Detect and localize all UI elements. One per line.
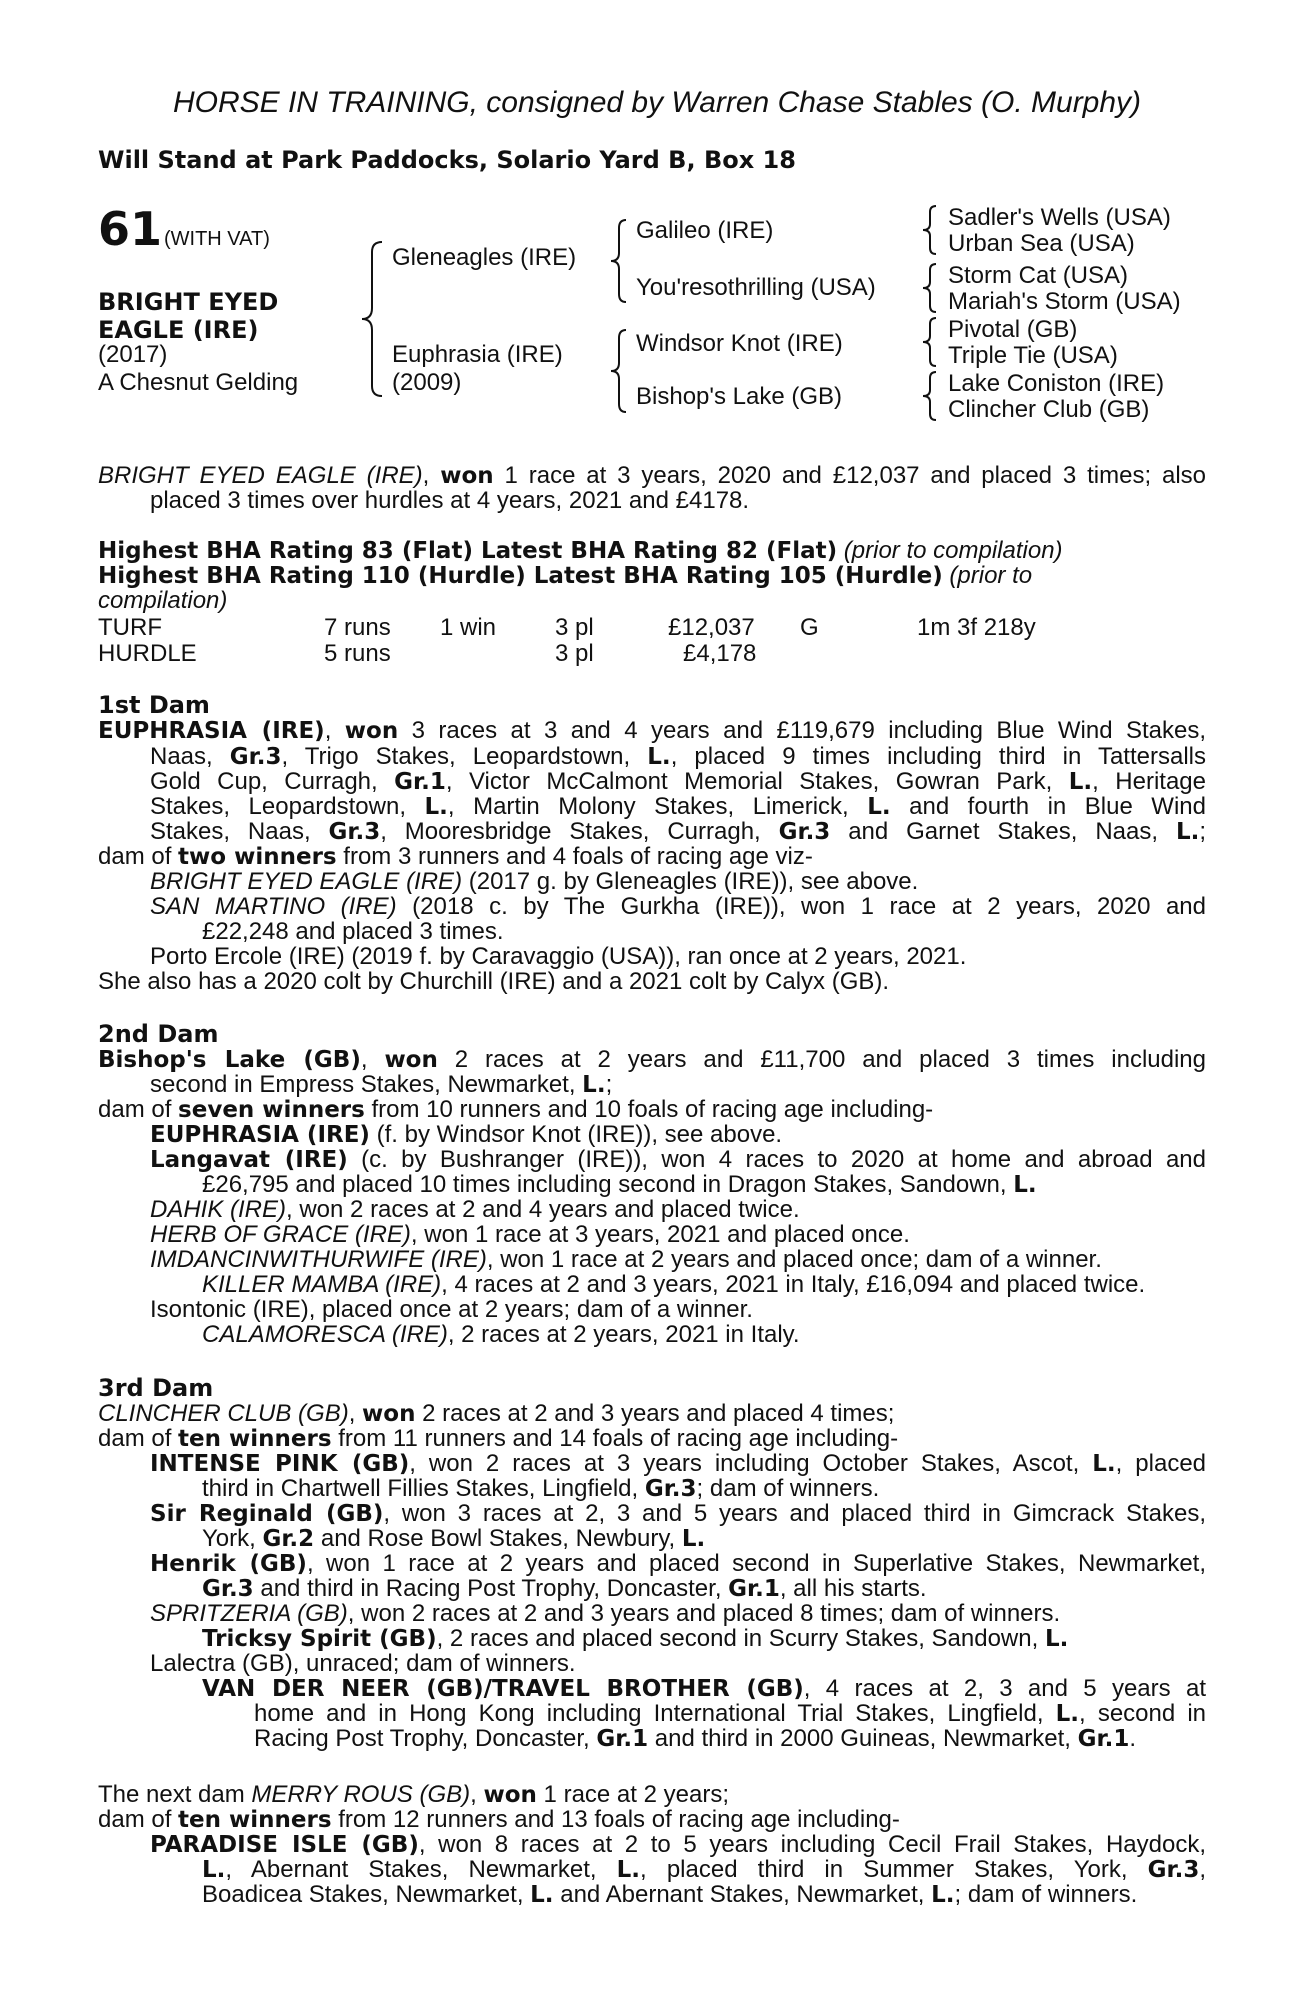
dam3-line5: Sir Reginald (GB), won 3 races at 2, 3 and 5 years and placed third in Gimcrack Stakes, (150, 1500, 1206, 1527)
pedigree-brace-sire (608, 218, 634, 304)
dam1-line3: Gold Cup, Curragh, Gr.1, Victor McCalmont Memorial Stakes, Gowran Park, L., Heritage (150, 768, 1206, 795)
dam3-heading: 3rd Dam (98, 1374, 214, 1402)
nextdam-line1: The next dam MERRY ROUS (GB), won 1 race at 2 years; (98, 1781, 729, 1808)
pedigree-brace-g4 (920, 370, 942, 422)
dam2-line4: EUPHRASIA (IRE) (f. by Windsor Knot (IRE)), see above. (150, 1121, 783, 1148)
pedigree-dam: Euphrasia (IRE) (392, 341, 563, 368)
pedigree-g5: Pivotal (GB) (948, 316, 1078, 343)
dam3-line6: York, Gr.2 and Rose Bowl Stakes, Newbury, L. (202, 1525, 706, 1552)
nextdam-line5: Boadicea Stakes, Newmarket, L. and Abernant Stakes, Newmarket, L.; dam of winners. (202, 1881, 1138, 1908)
pedigree-dam-sire: Windsor Knot (IRE) (636, 330, 843, 357)
dam3-line3: INTENSE PINK (GB), won 2 races at 3 years including October Stakes, Ascot, L., placed (150, 1450, 1207, 1477)
dam3-line2: dam of ten winners from 11 runners and 14 foals of racing age including- (98, 1425, 899, 1452)
dam2-line1: Bishop's Lake (GB), won 2 races at 2 years and £11,700 and placed 3 times including (98, 1046, 1206, 1073)
dam3-line4: third in Chartwell Fillies Stakes, Lingfield, Gr.3; dam of winners. (202, 1475, 880, 1502)
dam2-line10: KILLER MAMBA (IRE), 4 races at 2 and 3 years, 2021 in Italy, £16,094 and placed twice. (202, 1271, 1146, 1298)
dam3-line1: CLINCHER CLUB (GB), won 2 races at 2 and 3 years and placed 4 times; (98, 1400, 895, 1427)
dam3-line11: Lalectra (GB), unraced; dam of winners. (150, 1650, 576, 1677)
lot-number: 61 (98, 202, 163, 256)
dam2-line9: IMDANCINWITHURWIFE (IRE), won 1 race at 2 years and placed once; dam of a winner. (150, 1246, 1102, 1273)
dam3-line12: VAN DER NEER (GB)/TRAVEL BROTHER (GB), 4 races at 2, 3 and 5 years at (202, 1675, 1207, 1702)
pedigree-brace-main (360, 240, 390, 398)
pedigree-sire-dam: You'resothrilling (USA) (636, 274, 876, 301)
dam1-line8: SAN MARTINO (IRE) (2018 c. by The Gurkha (IRE)), won 1 race at 2 years, 2020 and (150, 893, 1206, 920)
pedigree-g2: Urban Sea (USA) (948, 230, 1135, 257)
dam1-line11: She also has a 2020 colt by Churchill (IRE) and a 2021 colt by Calyx (GB). (98, 968, 890, 995)
summary-line2: placed 3 times over hurdles at 4 years, 2021 and £4178. (150, 487, 750, 514)
dam2-line5: Langavat (IRE) (c. by Bushranger (IRE)), won 4 races to 2020 at home and abroad and (150, 1146, 1206, 1173)
dam1-line10: Porto Ercole (IRE) (2019 f. by Caravaggio (USA)), ran once at 2 years, 2021. (150, 943, 967, 970)
dam3-line10: Tricksy Spirit (GB), 2 races and placed second in Scurry Stakes, Sandown, L. (202, 1625, 1069, 1652)
horse-description: A Chesnut Gelding (98, 369, 299, 396)
dam3-line7: Henrik (GB), won 1 race at 2 years and placed second in Superlative Stakes, Newmarket, (150, 1550, 1207, 1577)
dam2-line3: dam of seven winners from 10 runners and 10 foals of racing age including- (98, 1096, 934, 1123)
dam2-line6: £26,795 and placed 10 times including second in Dragon Stakes, Sandown, L. (202, 1171, 1037, 1198)
summary-line1: BRIGHT EYED EAGLE (IRE), won 1 race at 3 years, 2020 and £12,037 and placed 3 times; also (98, 462, 1207, 489)
page-title: HORSE IN TRAINING, consigned by Warren Chase Stables (O. Murphy) (172, 86, 1142, 119)
pedigree-g7: Lake Coniston (IRE) (948, 370, 1165, 397)
rating-hurdle: Highest BHA Rating 110 (Hurdle) Latest BHA Rating 105 (Hurdle) (prior to (98, 562, 1033, 589)
pedigree-sire: Gleneagles (IRE) (392, 244, 577, 271)
dam2-line7: DAHIK (IRE), won 2 races at 2 and 4 years and placed twice. (150, 1196, 800, 1223)
pedigree-g3: Storm Cat (USA) (948, 262, 1129, 289)
dam1-line5: Stakes, Naas, Gr.3, Mooresbridge Stakes, Curragh, Gr.3 and Garnet Stakes, Naas, L.; (150, 818, 1207, 845)
dam2-heading: 2nd Dam (98, 1020, 219, 1048)
catalogue-page: HORSE IN TRAINING, consigned by Warren Chase Stables (O. Murphy) Will Stand at Park Paddocks, Solario Yard B, Box 18 61 (WITH VAT) BRIGHT EYED EAGLE (IRE) (2017) A Chesnut Gelding Gleneagles (IRE) Euphrasia (IRE) (2009) Galileo (IRE) You'resothrilling (USA) Windsor Knot (IRE) Bishop's Lake (GB) Sadler's Wells (USA) Urban Sea (USA) Storm Cat (USA) Mariah's Storm (USA) Pivotal (GB) Triple Tie (USA) Lake Coniston (IRE) Clincher Club (GB) BRIGHT EYED EAGLE (IRE), won 1 race at 3 years, 2020 and £12,037 and placed 3 times; also placed 3 times over hurdles at 4 years, 2021 and £4178. Highest BHA Rating 83 (Flat) Latest BHA Rating 82 (Flat) (prior to compilation) Highest BHA Rating 110 (Hurdle) Latest BHA Rating 105 (Hurdle) (prior to compilation) TURF 7 runs 1 win 3 pl £12,037 G 1m 3f 218y HURDLE 5 runs 3 pl £4,178 1st Dam EUPHRASIA (IRE), won 3 races at 3 and 4 years and £119,679 including Blue Wind Stakes, Naas, Gr.3, Trigo Stakes, Leopardstown, L., placed 9 times including third in Tattersalls Gold Cup, Curragh, Gr.1, Victor McCalmont Memorial Stakes, Gowran Park, L., Heritage Stakes, Leopardstown, L., Martin Molony Stakes, Limerick, L. and fourth in Blue Wind Stakes, Naas, Gr.3, Mooresbridge Stakes, Curragh, Gr.3 and Garnet Stakes, Naas, L.; dam of two winners from 3 runners and 4 foals of racing age viz- BRIGHT EYED EAGLE (IRE) (2017 g. by Gleneagles (IRE)), see above. SAN MARTINO (IRE) (2018 c. by The Gurkha (IRE)), won 1 race at 2 years, 2020 and £22,248 and placed 3 times. Porto Ercole (IRE) (2019 f. by Caravaggio (USA)), ran once at 2 years, 2021. She also has a 2020 colt by Churchill (IRE) and a 2021 colt by Calyx (GB). 2nd Dam Bishop's Lake (GB), won 2 races at 2 years and £11,700 and placed 3 times including second in Empress Stakes, Newmarket, L.; dam of seven winners from 10 runners and 10 foals of racing age including- EUPHRASIA (IRE) (f. by Windsor Knot (IRE)), see above. Langavat (IRE) (c. by Bushranger (IRE)), won 4 races to 2020 at home and abroad and £26,795 and placed 10 times including second in Dragon Stakes, Sandown, L. DAHIK (IRE), won 2 races at 2 and 4 years and placed twice. HERB OF GRACE (IRE), won 1 race at 3 years, 2021 and placed once. IMDANCINWITHURWIFE (IRE), won 1 race at 2 years and placed once; dam of a winner. KILLER MAMBA (IRE), 4 races at 2 and 3 years, 2021 in Italy, £16,094 and placed twice. Isontonic (IRE), placed once at 2 years; dam of a winner. CALAMORESCA (IRE), 2 races at 2 years, 2021 in Italy. 3rd Dam CLINCHER CLUB (GB), won 2 races at 2 and 3 years and placed 4 times; dam of ten winners from 11 runners and 14 foals of racing age including- INTENSE PINK (GB), won 2 races at 3 years including October Stakes, Ascot, L., placed third in Chartwell Fillies Stakes, Lingfield, Gr.3; dam of winners. Sir Reginald (GB), won 3 races at 2, 3 and 5 years and placed third in Gimcrack Stakes, York, Gr.2 and Rose Bowl Stakes, Newbury, L. Henrik (GB), won 1 race at 2 years and placed second in Superlative Stakes, Newmarket, Gr.3 and third in Racing Post Trophy, Doncaster, Gr.1, all his starts. SPRITZERIA (GB), won 2 races at 2 and 3 years and placed 8 times; dam of winners. Tricksy Spirit (GB), 2 races and placed second in Scurry Stakes, Sandown, L. Lalectra (GB), unraced; dam of winners. VAN DER NEER (GB)/TRAVEL BROTHER (GB), 4 races at 2, 3 and 5 years at home and in Hong Kong including International Trial Stakes, Lingfield, L., second in Racing Post Trophy, Doncaster, Gr.1 and third in 2000 Guineas, Newmarket, Gr.1. The next dam MERRY ROUS (GB), won 1 race at 2 years; dam of ten winners from 12 runners and 13 foals of racing age including- PARADISE ISLE (GB), won 8 races at 2 to 5 years including Cecil Frail Stakes, Haydock, L., Abernant Stakes, Newmarket, L., placed third in Summer Stakes, York, Gr.3, Boadicea Stakes, Newmarket, L. and Abernant Stakes, Newmarket, L.; dam of winners. (0, 0, 1314, 2000)
rating-hurdle-note: compilation) (98, 587, 228, 614)
horse-name-line2: EAGLE (IRE) (98, 316, 259, 344)
dam2-line12: CALAMORESCA (IRE), 2 races at 2 years, 2021 in Italy. (202, 1321, 800, 1348)
horse-name-line1: BRIGHT EYED (98, 288, 279, 316)
nextdam-line2: dam of ten winners from 12 runners and 13 foals of racing age including- (98, 1806, 900, 1833)
pedigree-g6: Triple Tie (USA) (948, 342, 1118, 369)
dam1-line6: dam of two winners from 3 runners and 4 foals of racing age viz- (98, 843, 813, 870)
dam1-line7: BRIGHT EYED EAGLE (IRE) (2017 g. by Gleneagles (IRE)), see above. (150, 868, 919, 895)
dam3-line14: Racing Post Trophy, Doncaster, Gr.1 and third in 2000 Guineas, Newmarket, Gr.1. (254, 1725, 1136, 1752)
dam1-heading: 1st Dam (98, 691, 210, 719)
dam1-line2: Naas, Gr.3, Trigo Stakes, Leopardstown, L., placed 9 times including third in Tattersalls (150, 743, 1206, 770)
pedigree-g8: Clincher Club (GB) (948, 396, 1150, 423)
horse-year: (2017) (98, 341, 168, 368)
pedigree-g1: Sadler's Wells (USA) (948, 204, 1171, 231)
dam1-line9: £22,248 and placed 3 times. (202, 918, 504, 945)
pedigree-brace-g3 (920, 316, 942, 368)
dam3-line13: home and in Hong Kong including International Trial Stakes, Lingfield, L., second in (254, 1700, 1207, 1727)
stand-location: Will Stand at Park Paddocks, Solario Yard B, Box 18 (98, 146, 796, 174)
pedigree-brace-g2 (920, 262, 942, 314)
pedigree-sire-sire: Galileo (IRE) (636, 217, 774, 244)
dam3-line8: Gr.3 and third in Racing Post Trophy, Doncaster, Gr.1, all his starts. (202, 1575, 927, 1602)
dam2-line11: Isontonic (IRE), placed once at 2 years; dam of a winner. (150, 1296, 753, 1323)
nextdam-line3: PARADISE ISLE (GB), won 8 races at 2 to 5 years including Cecil Frail Stakes, Haydock, (150, 1831, 1206, 1858)
vat-note: (WITH VAT) (164, 228, 270, 250)
rating-flat: Highest BHA Rating 83 (Flat) Latest BHA Rating 82 (Flat) (prior to compilation) (98, 537, 1063, 564)
pedigree-brace-dam (608, 328, 634, 414)
dam1-line4: Stakes, Leopardstown, L., Martin Molony Stakes, Limerick, L. and fourth in Blue Wind (150, 793, 1206, 820)
pedigree-dam-year: (2009) (392, 369, 462, 396)
nextdam-line4: L., Abernant Stakes, Newmarket, L., placed third in Summer Stakes, York, Gr.3, (202, 1856, 1206, 1883)
pedigree-brace-g1 (920, 204, 942, 256)
dam1-line1: EUPHRASIA (IRE), won 3 races at 3 and 4 years and £119,679 including Blue Wind Stakes, (98, 717, 1207, 744)
dam3-line9: SPRITZERIA (GB), won 2 races at 2 and 3 years and placed 8 times; dam of winners. (150, 1600, 1061, 1627)
dam2-line8: HERB OF GRACE (IRE), won 1 race at 3 years, 2021 and placed once. (150, 1221, 910, 1248)
dam2-line2: second in Empress Stakes, Newmarket, L.; (150, 1071, 613, 1098)
pedigree-dam-dam: Bishop's Lake (GB) (636, 383, 843, 410)
pedigree-g4: Mariah's Storm (USA) (948, 288, 1181, 315)
